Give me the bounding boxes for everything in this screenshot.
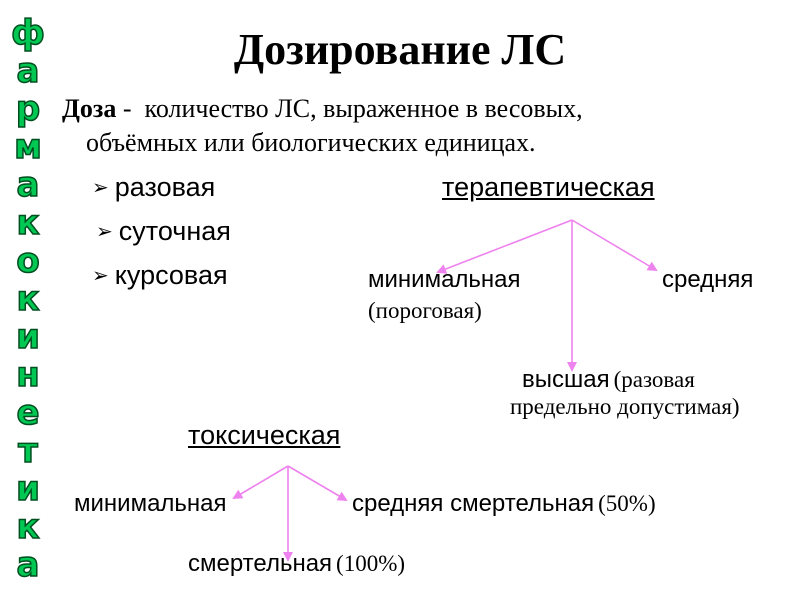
definition-dash: - [116, 94, 145, 123]
therapeutic-minimal-note: (пороговая) [368, 298, 482, 323]
side-letter: о [16, 241, 40, 281]
toxic-lethal-pct: (100%) [336, 551, 406, 576]
bullet-label: суточная [118, 216, 231, 246]
side-letter: а [16, 165, 40, 205]
toxic-heading: токсическая [188, 420, 341, 450]
definition-line-2: объёмных или биологических единицах. [86, 128, 536, 157]
toxic-average-lethal-pct: (50%) [598, 491, 656, 516]
side-letter: к [16, 203, 40, 243]
therapeutic-highest-label: высшая [522, 366, 610, 393]
arrow-toxic-average [288, 466, 346, 500]
side-letter: и [16, 317, 40, 357]
therapeutic-average: средняя [662, 266, 754, 293]
toxic-lethal-label: смертельная [188, 550, 333, 577]
page-title: Дозирование ЛС [233, 25, 567, 74]
arrow-bullet-icon: ➢ [92, 177, 109, 199]
side-letter: р [15, 89, 41, 129]
therapeutic-minimal: минимальная [368, 266, 521, 293]
definition-line-1: количество ЛС, выраженное в весовых, [144, 94, 583, 123]
side-letter: а [16, 51, 40, 91]
bullet-label: разовая [114, 172, 216, 202]
arrow-therapeutic-average [572, 220, 656, 270]
side-letter: а [16, 545, 40, 585]
arrow-therapeutic-minimal [438, 220, 572, 272]
bullet-label: курсовая [114, 260, 228, 290]
arrow-bullet-icon: ➢ [92, 265, 109, 287]
side-letter: ф [11, 13, 45, 53]
therapeutic-heading: терапевтическая [442, 172, 655, 202]
side-letter: к [16, 279, 40, 319]
toxic-average-lethal-label: средняя смертельная [352, 490, 595, 517]
side-letter: т [18, 431, 38, 471]
side-letter: е [16, 393, 40, 433]
toxic-minimal: минимальная [74, 490, 227, 517]
side-letter: н [16, 355, 40, 395]
arrow-bullet-icon: ➢ [96, 221, 113, 243]
definition-term: Доза [62, 94, 117, 123]
side-letter: м [14, 127, 42, 167]
side-letter: и [16, 469, 40, 509]
therapeutic-highest-note-2: предельно допустимая) [510, 394, 740, 419]
arrow-toxic-minimal [234, 466, 288, 498]
side-letter: к [16, 507, 40, 547]
therapeutic-highest-note: (разовая [613, 367, 695, 392]
